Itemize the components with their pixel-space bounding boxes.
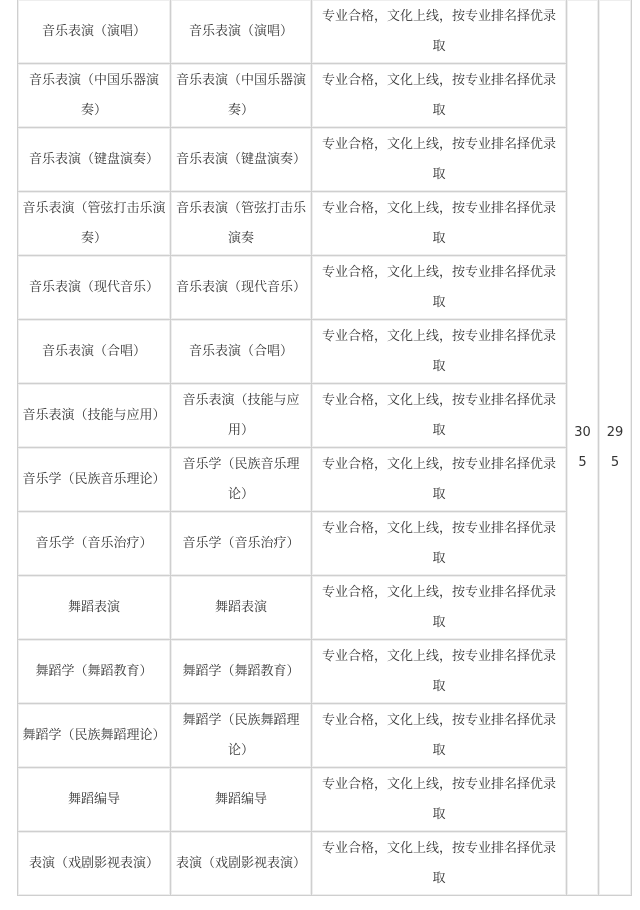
exam-category-cell: 音乐表演（管弦打击乐演奏 (171, 192, 312, 256)
score-value-a: 305 (574, 424, 591, 470)
table-row (18, 0, 632, 64)
admission-rule-cell: 专业合格，文化上线，按专业排名择优录取 (312, 128, 567, 192)
exam-category-cell: 音乐学（民族音乐理论） (171, 448, 312, 512)
score-cell-b (599, 0, 632, 896)
major-cell: 表演（戏剧影视表演） (18, 832, 171, 896)
admission-rule-cell: 专业合格，文化上线，按专业排名择优录取 (312, 512, 567, 576)
admission-table-body (18, 0, 632, 896)
exam-category-cell: 音乐表演（现代音乐） (171, 256, 312, 320)
exam-category-cell: 舞蹈学（舞蹈教育） (171, 640, 312, 704)
score-cell-a (567, 0, 599, 896)
major-cell: 音乐表演（技能与应用） (18, 384, 171, 448)
admission-rule-cell: 专业合格，文化上线，按专业排名择优录取 (312, 640, 567, 704)
exam-category-cell: 舞蹈学（民族舞蹈理论） (171, 704, 312, 768)
exam-category-cell: 音乐表演（键盘演奏） (171, 128, 312, 192)
major-cell: 音乐表演（中国乐器演奏） (18, 64, 171, 128)
major-cell: 音乐表演（现代音乐） (18, 256, 171, 320)
admission-rule-cell: 专业合格，文化上线，按专业排名择优录取 (312, 832, 567, 896)
exam-category-cell: 表演（戏剧影视表演） (171, 832, 312, 896)
admission-rule-cell: 专业合格，文化上线，按专业排名择优录取 (312, 192, 567, 256)
table-row (18, 512, 632, 576)
admission-rule-cell: 专业合格，文化上线，按专业排名择优录取 (312, 768, 567, 832)
table-row (18, 192, 632, 256)
table-row (18, 128, 632, 192)
score-value-b: 295 (606, 424, 624, 470)
table-row (18, 576, 632, 640)
major-cell: 舞蹈学（民族舞蹈理论） (18, 704, 171, 768)
admission-rule-cell: 专业合格，文化上线，按专业排名择优录取 (312, 320, 567, 384)
table-row (18, 320, 632, 384)
exam-category-cell: 音乐学（音乐治疗） (171, 512, 312, 576)
major-cell: 音乐学（民族音乐理论） (18, 448, 171, 512)
admission-table (17, 0, 632, 896)
exam-category-cell: 音乐表演（技能与应用） (171, 384, 312, 448)
major-cell: 音乐学（音乐治疗） (18, 512, 171, 576)
table-row (18, 384, 632, 448)
major-cell: 音乐表演（合唱） (18, 320, 171, 384)
major-cell: 音乐表演（键盘演奏） (18, 128, 171, 192)
major-cell: 舞蹈编导 (18, 768, 171, 832)
table-row (18, 704, 632, 768)
admission-rule-cell: 专业合格，文化上线，按专业排名择优录取 (312, 64, 567, 128)
admission-rule-cell: 专业合格，文化上线，按专业排名择优录取 (312, 256, 567, 320)
exam-category-cell: 音乐表演（演唱） (171, 0, 312, 64)
admission-rule-cell: 专业合格，文化上线，按专业排名择优录取 (312, 576, 567, 640)
table-row (18, 640, 632, 704)
admission-rule-cell: 专业合格，文化上线，按专业排名择优录取 (312, 704, 567, 768)
table-row (18, 256, 632, 320)
major-cell: 音乐表演（管弦打击乐演奏） (18, 192, 171, 256)
table-row (18, 768, 632, 832)
table-row (18, 448, 632, 512)
major-cell: 舞蹈表演 (18, 576, 171, 640)
exam-category-cell: 音乐表演（中国乐器演奏） (171, 64, 312, 128)
table-row (18, 64, 632, 128)
major-cell: 舞蹈学（舞蹈教育） (18, 640, 171, 704)
admission-rule-cell: 专业合格，文化上线，按专业排名择优录取 (312, 0, 567, 64)
exam-category-cell: 舞蹈编导 (171, 768, 312, 832)
exam-category-cell: 音乐表演（合唱） (171, 320, 312, 384)
exam-category-cell: 舞蹈表演 (171, 576, 312, 640)
table-row (18, 832, 632, 896)
major-cell: 音乐表演（演唱） (18, 0, 171, 64)
admission-rule-cell: 专业合格，文化上线，按专业排名择优录取 (312, 448, 567, 512)
admission-rule-cell: 专业合格，文化上线，按专业排名择优录取 (312, 384, 567, 448)
